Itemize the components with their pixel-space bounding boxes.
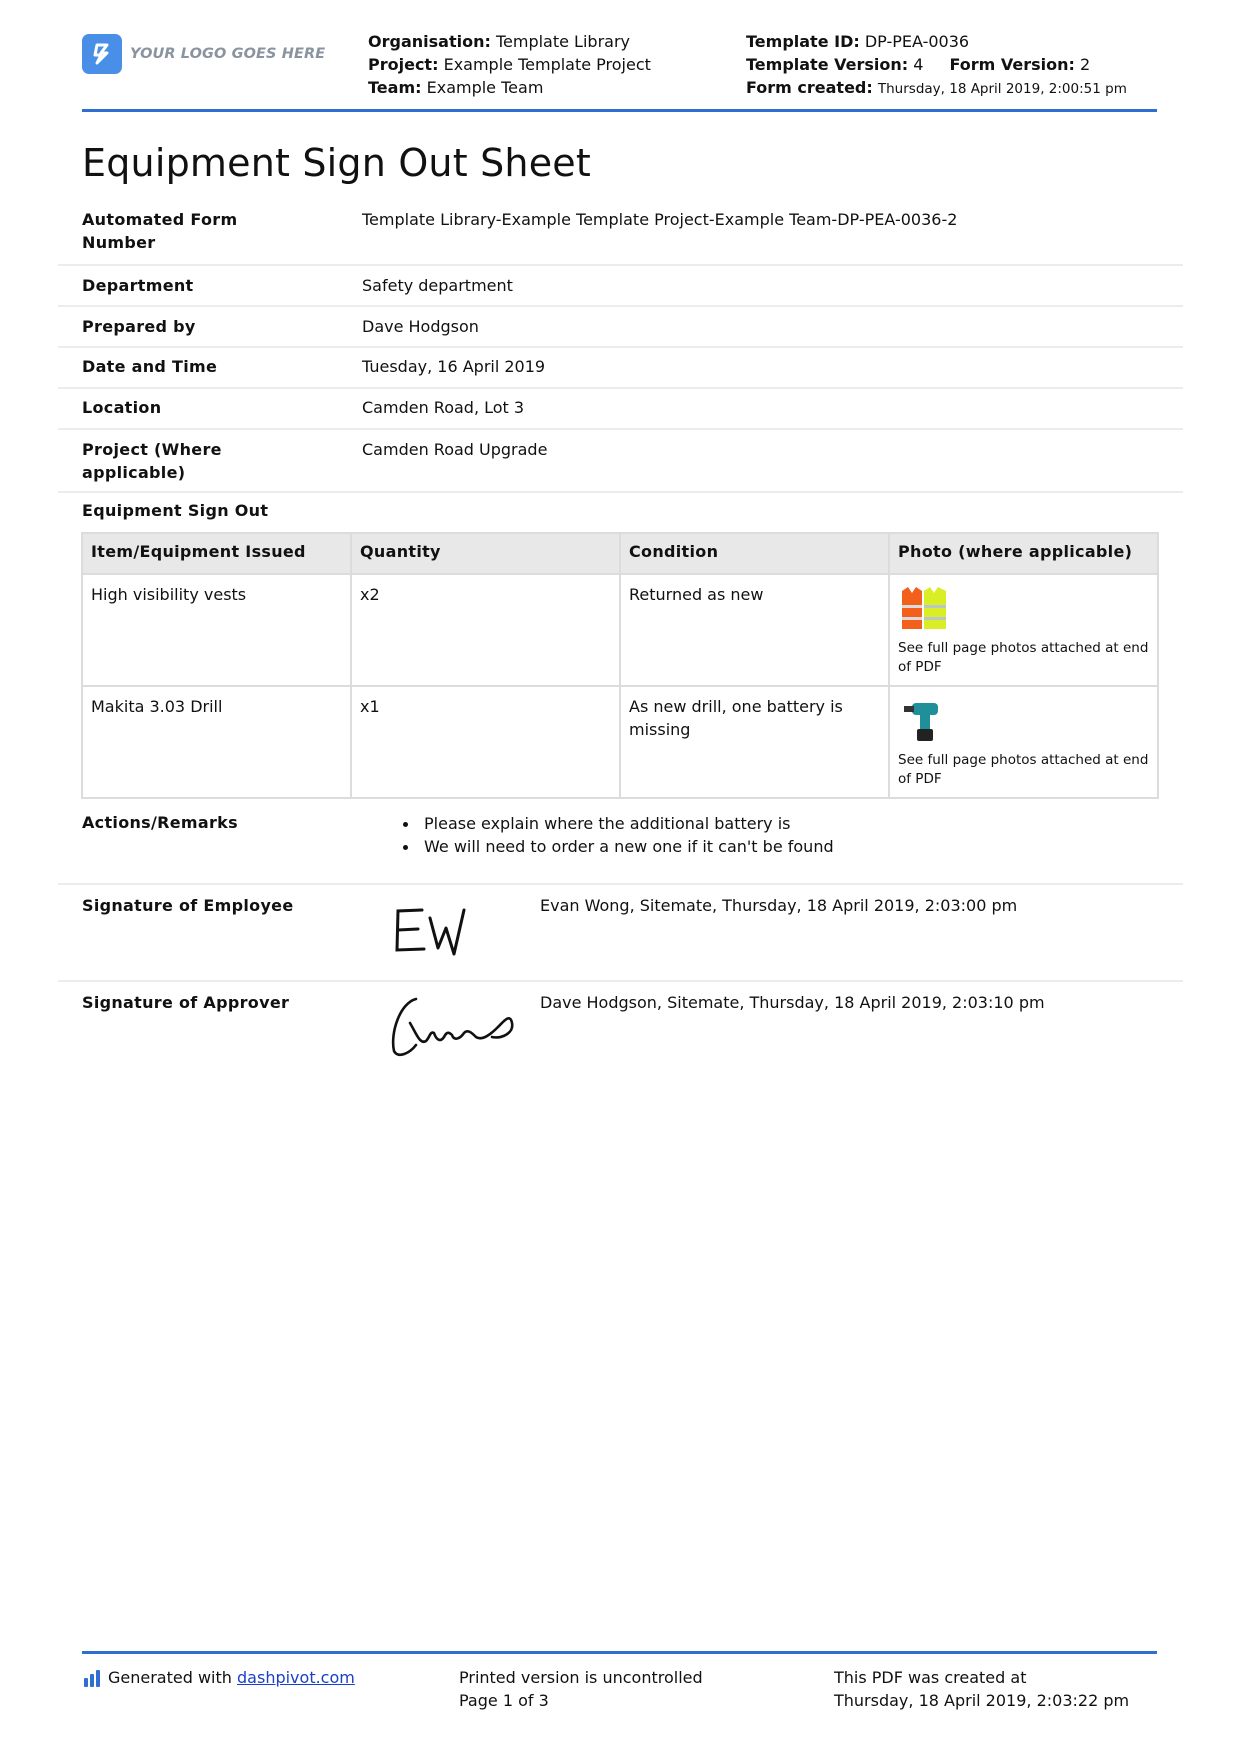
divider <box>58 883 1183 885</box>
field-label: Project (Where applicable) <box>82 440 222 482</box>
item-cell: High visibility vests <box>82 574 351 686</box>
field-value: Template Library-Example Template Project-Example Team-DP-PEA-0036-2 <box>362 210 958 229</box>
column-header: Condition <box>620 533 889 574</box>
item-cell: Makita 3.03 Drill <box>82 686 351 798</box>
form-version-value: 2 <box>1079 55 1091 74</box>
form-created-label: Form created: <box>746 78 873 97</box>
page-number: Page 1 of 3 <box>459 1691 549 1710</box>
logo-icon <box>82 34 122 74</box>
template-version-value: 4 <box>913 55 924 74</box>
page-header <box>82 30 1157 112</box>
field-row-form-number <box>58 208 1183 266</box>
signature-details: Evan Wong, Sitemate, Thursday, 18 April 2019, 2:03:00 pm <box>540 896 1018 915</box>
field-value: Tuesday, 16 April 2019 <box>362 357 546 376</box>
header-template-info <box>746 30 1127 101</box>
hi-vis-vests-photo[interactable] <box>898 583 950 633</box>
drill-photo[interactable] <box>898 695 950 745</box>
template-id-label: Template ID: <box>746 32 860 51</box>
column-header: Photo (where applicable) <box>889 533 1158 574</box>
table-header-row <box>82 533 1158 574</box>
field-row-department <box>58 266 1183 307</box>
column-header: Quantity <box>351 533 620 574</box>
created-timestamp: Thursday, 18 April 2019, 2:03:22 pm <box>834 1691 1130 1710</box>
page-title: Equipment Sign Out Sheet <box>82 141 591 185</box>
table-row <box>82 686 1158 798</box>
project-label: Project: <box>368 55 439 74</box>
generated-prefix: Generated with <box>108 1668 232 1687</box>
signature-label: Signature of Employee <box>82 896 294 915</box>
field-value: Camden Road Upgrade <box>362 440 548 459</box>
employee-signature-image <box>386 902 486 962</box>
dashpivot-link[interactable]: dashpivot.com <box>237 1668 355 1687</box>
team-label: Team: <box>368 78 422 97</box>
field-row-prepared-by <box>58 307 1183 348</box>
organisation-value: Template Library <box>495 32 630 51</box>
field-value: Safety department <box>362 276 513 295</box>
footer-divider <box>82 1651 1157 1654</box>
photo-note: See full page photos attached at end of PDF <box>898 752 1149 787</box>
equipment-section-label: Equipment Sign Out <box>82 501 269 520</box>
logo-text: YOUR LOGO GOES HERE <box>130 46 326 62</box>
header-divider <box>82 109 1157 112</box>
field-label: Prepared by <box>82 317 196 336</box>
template-id-value: DP-PEA-0036 <box>864 32 970 51</box>
divider <box>58 980 1183 982</box>
company-logo <box>82 34 325 74</box>
condition-cell: As new drill, one battery is missing <box>620 686 889 798</box>
field-label: Date and Time <box>82 357 218 376</box>
created-label: This PDF was created at <box>834 1668 1027 1687</box>
remarks-list <box>424 812 834 858</box>
field-row-location <box>58 389 1183 430</box>
footer-control <box>459 1666 703 1712</box>
remark-item: We will need to order a new one if it can't be found <box>424 837 834 856</box>
field-label: Location <box>82 398 162 417</box>
signature-details: Dave Hodgson, Sitemate, Thursday, 18 April 2019, 2:03:10 pm <box>540 993 1045 1012</box>
field-row-date-time <box>58 348 1183 389</box>
template-version-label: Template Version: <box>746 55 909 74</box>
organisation-label: Organisation: <box>368 32 491 51</box>
footer-created <box>834 1666 1129 1712</box>
uncontrolled-note: Printed version is uncontrolled <box>459 1668 703 1687</box>
photo-cell <box>889 686 1158 798</box>
header-org-info <box>368 30 651 99</box>
quantity-cell: x2 <box>351 574 620 686</box>
photo-cell <box>889 574 1158 686</box>
condition-cell: Returned as new <box>620 574 889 686</box>
field-value: Dave Hodgson <box>362 317 479 336</box>
table-row <box>82 574 1158 686</box>
form-created-value: Thursday, 18 April 2019, 2:00:51 pm <box>877 81 1127 97</box>
remark-item: Please explain where the additional battery is <box>424 812 834 835</box>
dashpivot-logo-icon <box>84 1669 100 1687</box>
column-header: Item/Equipment Issued <box>82 533 351 574</box>
photo-note: See full page photos attached at end of PDF <box>898 640 1149 675</box>
field-value: Camden Road, Lot 3 <box>362 398 525 417</box>
signature-label: Signature of Approver <box>82 993 290 1012</box>
field-row-project <box>58 430 1183 493</box>
quantity-cell: x1 <box>351 686 620 798</box>
project-value: Example Template Project <box>443 55 651 74</box>
equipment-table <box>81 532 1159 799</box>
field-label: Automated Form Number <box>82 210 238 252</box>
approver-signature-image <box>386 993 526 1063</box>
remarks-label: Actions/Remarks <box>82 813 238 832</box>
field-label: Department <box>82 276 194 295</box>
signature-row-employee <box>58 896 1183 980</box>
signature-row-approver <box>58 993 1183 1073</box>
team-value: Example Team <box>426 78 544 97</box>
form-version-label: Form Version: <box>949 55 1075 74</box>
footer-generated <box>84 1666 355 1689</box>
